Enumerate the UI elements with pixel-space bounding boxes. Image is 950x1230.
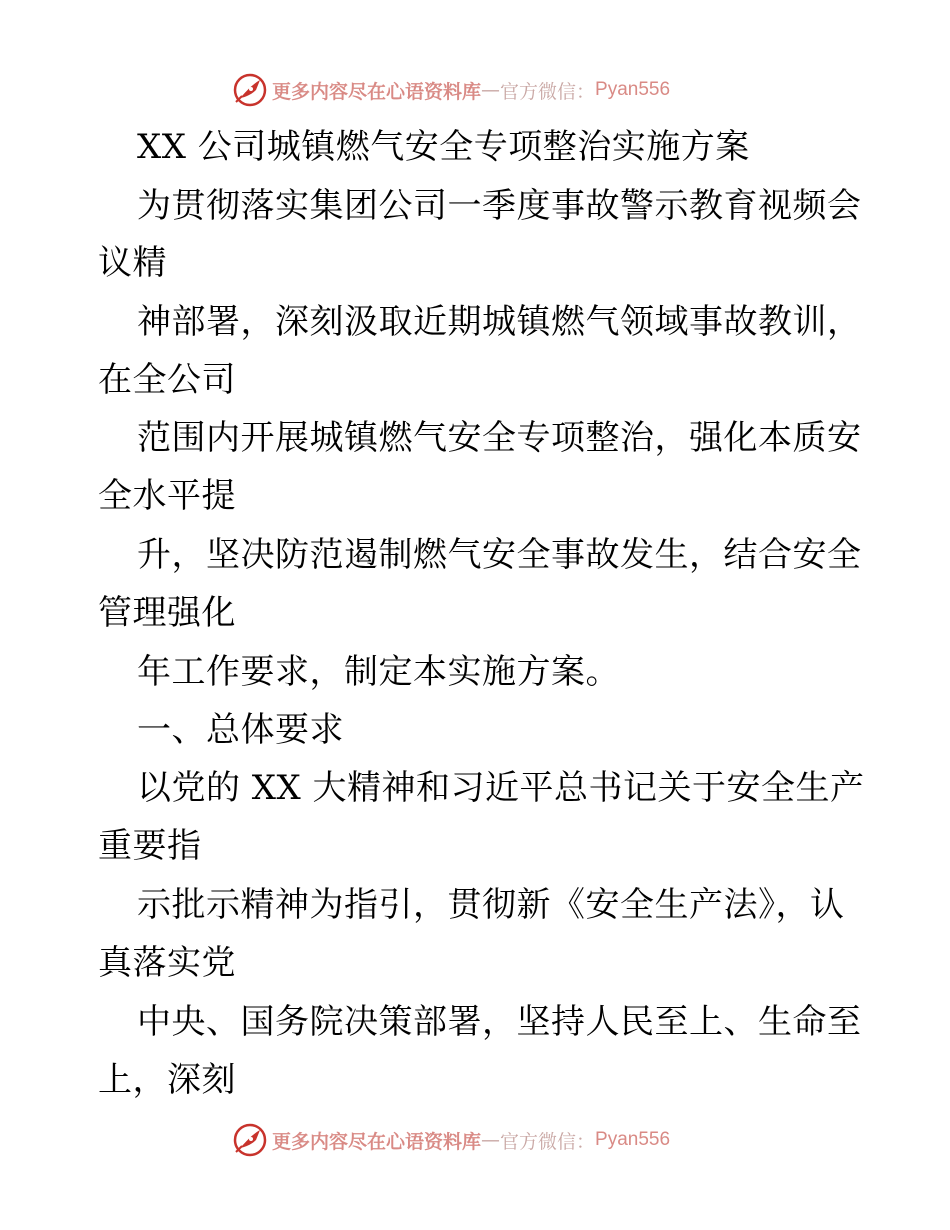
watermark-id-text: Pyan556 bbox=[595, 1129, 671, 1150]
paragraph-line: 真落实党 bbox=[98, 943, 236, 983]
paragraph-line: 上，深刻 bbox=[98, 1060, 236, 1100]
watermark-sub-text: 官方微信： bbox=[500, 1130, 596, 1153]
watermark-id-text: Pyan556 bbox=[595, 79, 671, 100]
paragraph-line: 示批示精神为指引，贯彻新《安全生产法》，认 bbox=[137, 885, 845, 925]
watermark-dash: — bbox=[481, 79, 501, 101]
watermark-dash: — bbox=[481, 1129, 501, 1151]
paragraph-line: 在全公司 bbox=[98, 360, 236, 400]
paragraph-line: 议精 bbox=[98, 243, 167, 283]
document-title: XX 公司城镇燃气安全专项整治实施方案 bbox=[137, 127, 750, 167]
watermark-main-text: 更多内容尽在心语资料库 bbox=[272, 1130, 482, 1153]
paragraph-line: 神部署，深刻汲取近期城镇燃气领域事故教训， bbox=[137, 302, 862, 342]
watermark-sub-text: 官方微信： bbox=[500, 80, 596, 103]
paragraph-line: 以党的 XX 大精神和习近平总书记关于安全生产 bbox=[137, 768, 865, 808]
paragraph-line: 重要指 bbox=[98, 826, 202, 866]
section-heading: 一、总体要求 bbox=[137, 710, 344, 750]
paragraph-line: 为贯彻落实集团公司一季度事故警示教育视频会 bbox=[137, 186, 862, 226]
header-watermark bbox=[232, 70, 670, 110]
pen-nib-logo-icon bbox=[232, 1122, 268, 1158]
paragraph-line: 中央、国务院决策部署，坚持人民至上、生命至 bbox=[137, 1002, 862, 1042]
paragraph-line: 全水平提 bbox=[98, 476, 236, 516]
paragraph-line: 范围内开展城镇燃气安全专项整治，强化本质安 bbox=[137, 418, 862, 458]
footer-watermark bbox=[232, 1120, 670, 1160]
watermark-main-text: 更多内容尽在心语资料库 bbox=[272, 80, 482, 103]
pen-nib-logo-icon bbox=[232, 72, 268, 108]
paragraph-line: 年工作要求，制定本实施方案。 bbox=[137, 652, 620, 692]
paragraph-line: 管理强化 bbox=[98, 593, 236, 633]
paragraph-line: 升，坚决防范遏制燃气安全事故发生，结合安全 bbox=[137, 535, 862, 575]
